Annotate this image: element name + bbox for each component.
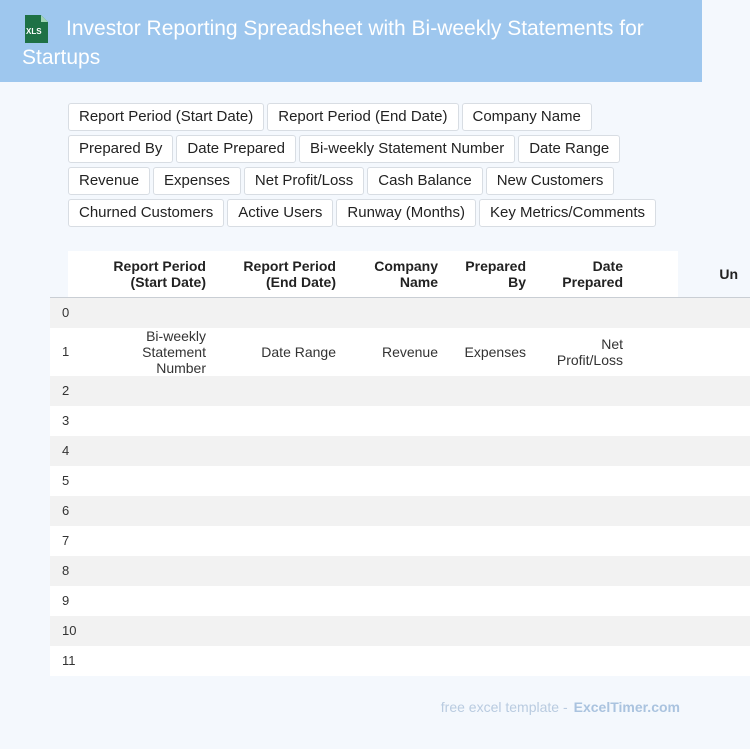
table-cell[interactable]: [635, 496, 750, 526]
table-cell[interactable]: [82, 526, 218, 556]
column-header: [50, 251, 82, 298]
table-cell[interactable]: [635, 586, 750, 616]
row-index-cell[interactable]: 8: [50, 556, 82, 586]
table-row: [50, 376, 750, 406]
table-cell[interactable]: [538, 496, 635, 526]
table-cell[interactable]: [348, 616, 450, 646]
field-chip[interactable]: Date Range: [518, 135, 620, 163]
svg-text:XLS: XLS: [26, 27, 42, 36]
row-index-cell[interactable]: 0: [50, 298, 82, 329]
field-chip-list: [68, 103, 688, 227]
data-table-container[interactable]: [62, 251, 738, 674]
field-chip[interactable]: Report Period (End Date): [267, 103, 458, 131]
footer-brand-link[interactable]: ExcelTimer.com: [573, 699, 680, 715]
table-row: [50, 436, 750, 466]
table-cell[interactable]: [450, 376, 538, 406]
table-cell[interactable]: Revenue: [348, 328, 450, 376]
table-cell[interactable]: [218, 556, 348, 586]
field-chip[interactable]: Cash Balance: [367, 167, 482, 195]
table-cell[interactable]: [635, 436, 750, 466]
table-cell[interactable]: [635, 646, 750, 676]
column-header: Report Period (Start Date): [82, 251, 218, 298]
table-cell[interactable]: [450, 616, 538, 646]
table-cell[interactable]: [218, 586, 348, 616]
table-cell[interactable]: [450, 496, 538, 526]
row-index-cell[interactable]: 6: [50, 496, 82, 526]
field-chip[interactable]: Prepared By: [68, 135, 173, 163]
table-cell[interactable]: [635, 376, 750, 406]
column-header: Report Period (End Date): [218, 251, 348, 298]
table-cell[interactable]: [538, 298, 635, 329]
table-cell[interactable]: [635, 526, 750, 556]
field-chip[interactable]: Churned Customers: [68, 199, 224, 227]
row-index-cell[interactable]: 1: [50, 328, 82, 376]
table-cell[interactable]: [450, 466, 538, 496]
table-row: [50, 526, 750, 556]
row-index-cell[interactable]: 9: [50, 586, 82, 616]
field-chip[interactable]: Date Prepared: [176, 135, 296, 163]
table-cell[interactable]: [82, 376, 218, 406]
page-title: Investor Reporting Spreadsheet with Bi-weekly Statements for Startups: [22, 17, 644, 69]
table-row: [50, 466, 750, 496]
table-cell[interactable]: [218, 466, 348, 496]
table-cell[interactable]: [82, 586, 218, 616]
table-cell[interactable]: [538, 556, 635, 586]
table-cell[interactable]: [82, 298, 218, 329]
table-cell[interactable]: [635, 406, 750, 436]
column-header: Company Name: [348, 251, 450, 298]
table-cell[interactable]: [82, 646, 218, 676]
table-cell[interactable]: [450, 406, 538, 436]
table-cell[interactable]: [538, 376, 635, 406]
table-cell[interactable]: [218, 646, 348, 676]
table-cell[interactable]: [450, 586, 538, 616]
table-cell[interactable]: [348, 586, 450, 616]
row-index-cell[interactable]: 11: [50, 646, 82, 676]
table-row: [50, 298, 750, 329]
page-header: [0, 0, 702, 82]
table-cell[interactable]: [82, 406, 218, 436]
field-chip[interactable]: Company Name: [462, 103, 592, 131]
table-cell[interactable]: [218, 496, 348, 526]
table-cell[interactable]: [218, 376, 348, 406]
table-cell[interactable]: [450, 526, 538, 556]
table-cell[interactable]: [538, 646, 635, 676]
table-cell[interactable]: [538, 406, 635, 436]
table-cell[interactable]: [538, 526, 635, 556]
table-cell[interactable]: [82, 496, 218, 526]
table-cell[interactable]: [538, 586, 635, 616]
table-cell[interactable]: Bi-weekly Statement Number: [82, 328, 218, 376]
table-cell[interactable]: [218, 406, 348, 436]
table-cell[interactable]: [218, 526, 348, 556]
table-cell[interactable]: Date Range: [218, 328, 348, 376]
field-chip[interactable]: Report Period (Start Date): [68, 103, 264, 131]
table-cell[interactable]: [82, 436, 218, 466]
field-chip[interactable]: Active Users: [227, 199, 333, 227]
table-cell[interactable]: [82, 616, 218, 646]
field-chip[interactable]: New Customers: [486, 167, 615, 195]
row-index-cell[interactable]: 2: [50, 376, 82, 406]
table-cell[interactable]: [635, 466, 750, 496]
table-cell[interactable]: [348, 556, 450, 586]
footer-text: free excel template -: [440, 699, 568, 715]
table-cell[interactable]: [348, 526, 450, 556]
table-cell[interactable]: [538, 436, 635, 466]
row-index-cell[interactable]: 5: [50, 466, 82, 496]
table-cell[interactable]: [348, 376, 450, 406]
table-cell[interactable]: [450, 556, 538, 586]
column-header: Un: [635, 251, 750, 298]
field-chip[interactable]: Net Profit/Loss: [244, 167, 364, 195]
data-table: [50, 251, 750, 676]
table-cell[interactable]: [218, 616, 348, 646]
table-row: [50, 616, 750, 646]
table-cell[interactable]: Net Profit/Loss: [538, 328, 635, 376]
field-chip[interactable]: Bi-weekly Statement Number: [299, 135, 515, 163]
row-index-cell[interactable]: 4: [50, 436, 82, 466]
table-cell[interactable]: [348, 298, 450, 329]
table-row: [50, 556, 750, 586]
footer: [0, 699, 680, 715]
table-row: [50, 328, 750, 376]
table-row: [50, 496, 750, 526]
row-index-cell[interactable]: 3: [50, 406, 82, 436]
table-cell[interactable]: Expenses: [450, 328, 538, 376]
column-header: Date Prepared: [538, 251, 635, 298]
field-chip[interactable]: Expenses: [153, 167, 241, 195]
table-cell[interactable]: [450, 646, 538, 676]
table-row: [50, 646, 750, 676]
table-row: [50, 406, 750, 436]
table-cell[interactable]: [450, 436, 538, 466]
field-chip[interactable]: Revenue: [68, 167, 150, 195]
table-cell[interactable]: [635, 616, 750, 646]
table-cell[interactable]: [538, 466, 635, 496]
field-chip[interactable]: Runway (Months): [336, 199, 476, 227]
table-cell[interactable]: [635, 556, 750, 586]
row-index-cell[interactable]: 7: [50, 526, 82, 556]
table-cell[interactable]: [218, 436, 348, 466]
table-cell[interactable]: [82, 556, 218, 586]
field-chip[interactable]: Key Metrics/Comments: [479, 199, 656, 227]
table-cell[interactable]: [82, 466, 218, 496]
table-cell[interactable]: [218, 298, 348, 329]
table-body: [50, 298, 750, 677]
table-cell[interactable]: [348, 406, 450, 436]
table-header-row: [50, 251, 750, 298]
table-cell[interactable]: [348, 436, 450, 466]
table-cell[interactable]: [348, 466, 450, 496]
table-cell[interactable]: [450, 298, 538, 329]
table-cell[interactable]: [348, 646, 450, 676]
table-cell[interactable]: [348, 496, 450, 526]
table-cell[interactable]: [635, 328, 750, 376]
table-cell[interactable]: [635, 298, 750, 329]
table-row: [50, 586, 750, 616]
row-index-cell[interactable]: 10: [50, 616, 82, 646]
column-header: Prepared By: [450, 251, 538, 298]
table-cell[interactable]: [538, 616, 635, 646]
